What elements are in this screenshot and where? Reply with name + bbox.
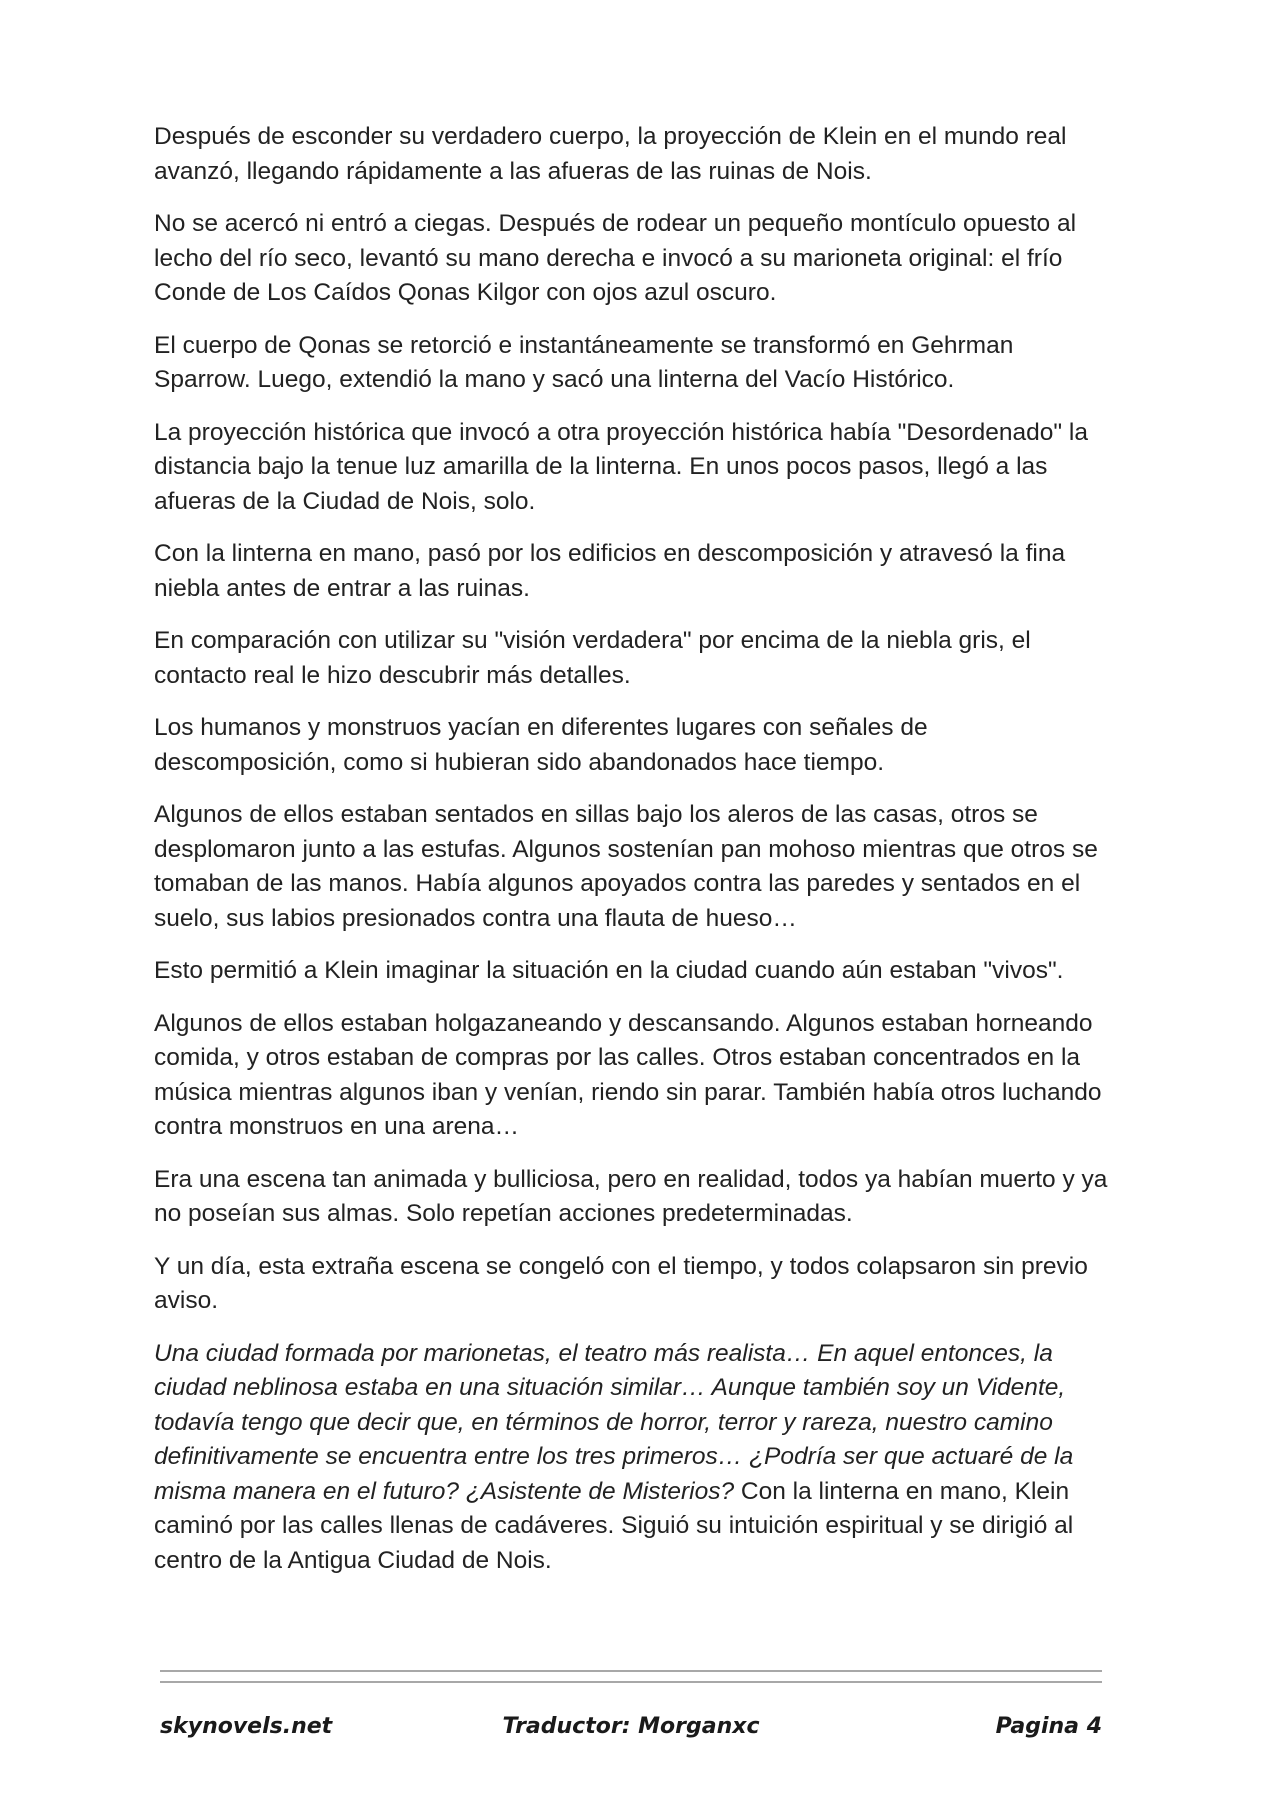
paragraph-7: Los humanos y monstruos yacían en diferentes lugares con señales de descomposición, como si hubieran sido abandonados hace tiempo. (154, 714, 928, 776)
paragraph-4: La proyección histórica que invocó a otra proyección histórica había "Desordenado" la distancia bajo la tenue luz amarilla de la linterna. En unos pocos pasos, llegó a las afueras de la Ciudad de Nois, solo. (154, 418, 1088, 515)
footer-translator: Traductor: Morganxc (502, 1714, 760, 1739)
paragraph-8: Algunos de ellos estaban sentados en sillas bajo los aleros de las casas, otros se desplomaron junto a las estufas. Algunos sostenían pan mohoso mientras que otros se tomaban de las manos. Había algunos apoyados contra las paredes y sentados en el suelo, sus labios presionados contra una flauta de hueso… (154, 801, 1098, 932)
inner-thoughts-text: Una ciudad formada por marionetas, el teatro más realista… En aquel entonces, la ciudad neblinosa estaba en una situación similar… Aunque también soy un Vidente, todavía tengo que decir que, en términos de horror, terror y rareza, nuestro camino definitivamente se encuentra entre los tres primeros… ¿Podría ser que actuaré de la misma manera en el futuro? ¿Asistente de Misterios? (154, 1339, 1074, 1505)
paragraph-6: En comparación con utilizar su "visión verdadera" por encima de la niebla gris, el contacto real le hizo descubrir más detalles. (154, 627, 1031, 689)
paragraph-13 (154, 1337, 1114, 1579)
paragraph-11: Era una escena tan animada y bulliciosa, pero en realidad, todos ya habían muerto y ya no poseían sus almas. Solo repetían acciones predeterminadas. (154, 1165, 1108, 1227)
paragraph-5: Con la linterna en mano, pasó por los edificios en descomposición y atravesó la fina niebla antes de entrar a las ruinas. (154, 540, 1066, 602)
paragraph-9: Esto permitió a Klein imaginar la situación en la ciudad cuando aún estaban "vivos". (154, 957, 1064, 984)
paragraph-3: El cuerpo de Qonas se retorció e instantáneamente se transformó en Gehrman Sparrow. Luego, extendió la mano y sacó una linterna del Vacío Histórico. (154, 331, 1014, 393)
footer-divider (160, 1670, 1102, 1692)
paragraph-10: Algunos de ellos estaban holgazaneando y descansando. Algunos estaban horneando comida, y otros estaban de compras por las calles. Otros estaban concentrados en la música mientras algunos iban y venían, riendo sin parar. También había otros luchando contra monstruos en una arena… (154, 1009, 1102, 1140)
narration-text: Con la linterna en mano, Klein caminó por las calles llenas de cadáveres. Siguió su intuición espiritual y se dirigió al centro de la Antigua Ciudad de Nois. (154, 1477, 1074, 1574)
page-body (154, 120, 1114, 1596)
paragraph-12: Y un día, esta extraña escena se congeló con el tiempo, y todos colapsaron sin previo aviso. (154, 1252, 1088, 1314)
footer-rule-bottom (160, 1681, 1102, 1683)
footer-rule-top (160, 1670, 1102, 1672)
footer-page-number: Pagina 4 (995, 1714, 1102, 1739)
footer-site: skynovels.net (160, 1714, 333, 1739)
paragraph-1: Después de esconder su verdadero cuerpo, la proyección de Klein en el mundo real avanzó, llegando rápidamente a las afueras de las ruinas de Nois. (154, 123, 1067, 185)
paragraph-2: No se acercó ni entró a ciegas. Después de rodear un pequeño montículo opuesto al lecho del río seco, levantó su mano derecha e invocó a su marioneta original: el frío Conde de Los Caídos Qonas Kilgor con ojos azul oscuro. (154, 210, 1077, 306)
